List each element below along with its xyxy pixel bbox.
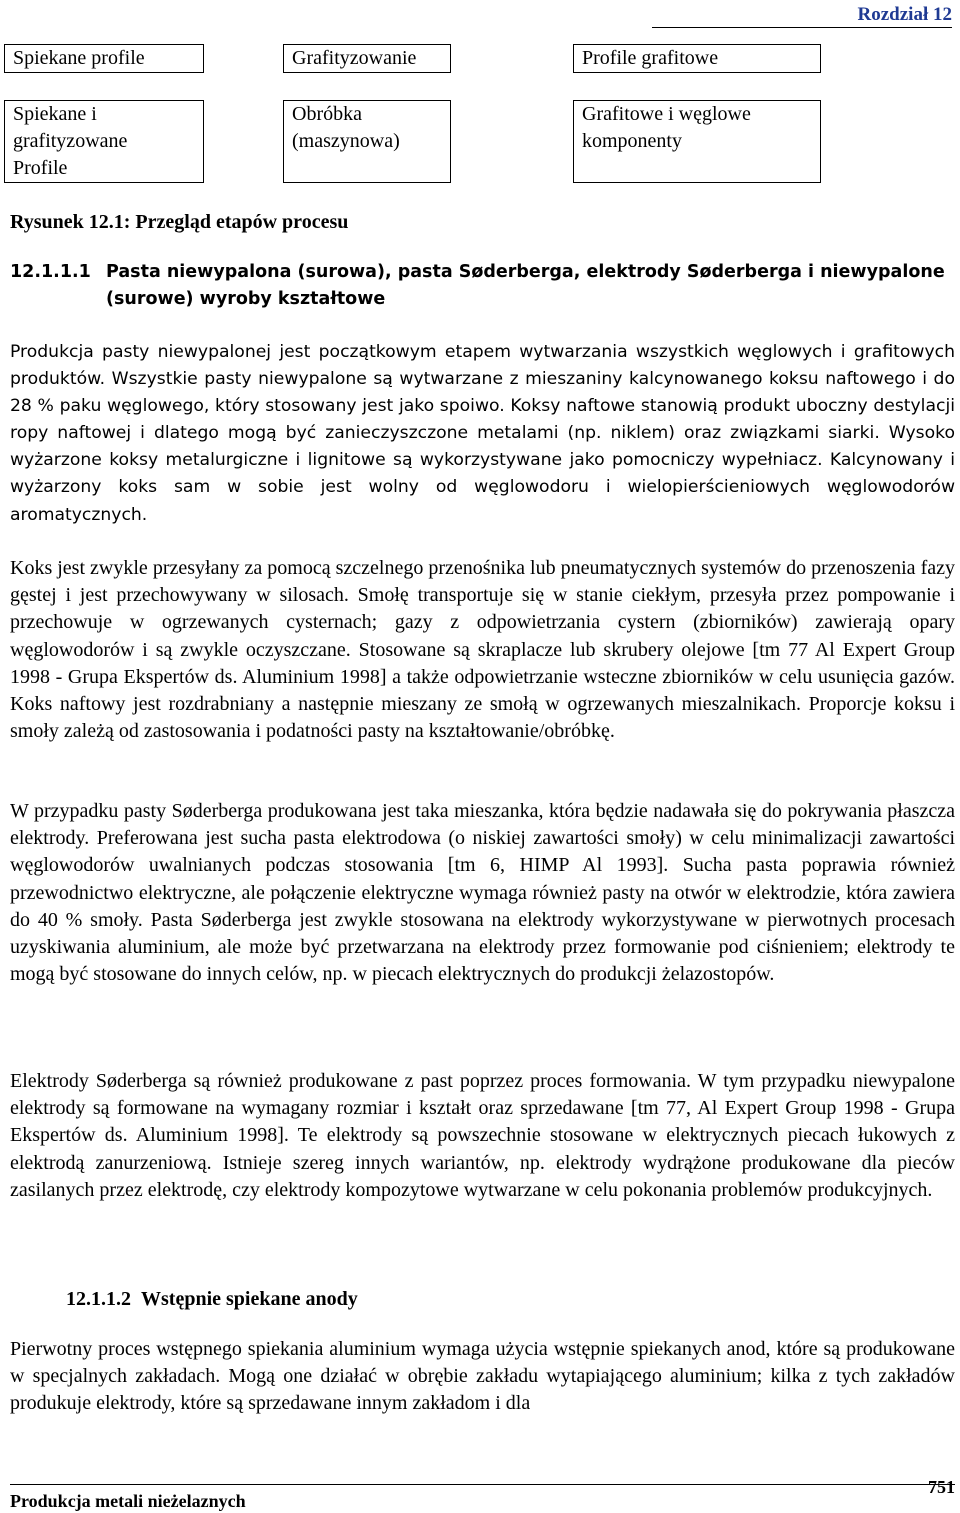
subsection-heading [66,1286,358,1313]
diagram-box-machining [283,100,451,183]
paragraph-soderberg-paste: W przypadku pasty Søderberga produkowana jest taka mieszanka, która będzie nadawała się do pokrywania płaszcza elektrody. Preferowana jest sucha pasta elektrodowa (o niskiej zawartości smoły) w celu minimalizacji zawartości węglowodorów uwalnianych podczas stosowania [tm 6, HIMP Al 1993]. Sucha pasta poprawia również przewodnictwo elektryczne, ale połączenie elektryczne wymaga również pasty na otwór w elektrodzie, która zawiera do 40 % smoły. Pasta Søderberga jest zwykle stosowana na elektrody wykorzystywane w pierwotnych procesach uzyskiwania aluminium, ale może być przetwarzana na elektrody przez formowanie pod ciśnieniem; elektrody te mogą być stosowane do innych celów, np. w piecach elektrycznych do produkcji żelazostopów. [10,800,955,986]
diagram-box-label: Spiekane i [13,103,97,125]
paragraph-prebaked-anodes: Pierwotny proces wstępnego spiekania aluminium wymaga użycia wstępnie spiekanych anod, które są produkowane w specjalnych zakładach. Mogą one działać w obrębie zakładu wytapiającego aluminium; kilka z tych zakładów produkuje elektrody, które są sprzedawane innym zakładom i dla [10,1338,955,1415]
paragraph-paste-production: Produkcja pasty niewypalonej jest początkowym etapem wytwarzania wszystkich węglowych i grafitowych produktów. Wszystkie pasty niewypalone są wytwarzane z mieszaniny kalcynowanego koksu naftowego i do 28 % paku węglowego, który stosowany jest jako spoiwo. Koksy naftowe stanowią produkt uboczny destylacji ropy naftowej i dlatego mogą być zanieczyszczone metalami (np. niklem) oraz związkami siarki. Wysoko wyżarzone koksy metalurgiczne i lignitowe są wykorzystywane jako pomocniczy wypełniacz. Kalcynowany i wyżarzony koks sam w sobie jest wolny od węglowodoru i wielopierścieniowych węglowodorów aromatycznych. [10,342,955,525]
diagram-box-label: Obróbka [292,103,362,125]
page-number: 751 [928,1477,955,1497]
diagram-box-label: grafityzowane [13,130,128,152]
section-title: Pasta niewypalona (surowa), pasta Søderberga, elektrody Søderberga i niewypalone (surowe) wyroby kształtowe [106,262,945,309]
diagram-box-label: komponenty [582,130,682,152]
diagram-box-graphitization [283,44,451,73]
diagram-box-graphite-carbon-components [573,100,821,183]
diagram-box-label: Spiekane profile [13,47,145,69]
diagram-box-graphite-profiles [573,44,821,73]
diagram-box-label: (maszynowa) [292,130,400,152]
chapter-header: Rozdział 12 [652,2,952,28]
section-number: 12.1.1.1 [10,262,91,282]
diagram-box-label: Profile [13,157,68,179]
subsection-number: 12.1.1.2 [66,1288,131,1310]
diagram-box-label: Grafitowe i węglowe [582,103,751,125]
footer-title: Produkcja metali nieżelaznych [10,1491,246,1511]
section-heading [10,259,955,313]
figure-caption: Rysunek 12.1: Przegląd etapów procesu [10,211,349,233]
diagram-box-label: Grafityzowanie [292,47,417,69]
diagram-box-sintered-profiles [4,44,204,73]
paragraph-coke-transport: Koks jest zwykle przesyłany za pomocą szczelnego przenośnika lub pneumatycznych systemów do przenoszenia fazy gęstej i jest przechowywany w silosach. Smołę transportuje się w stanie ciekłym, przesyła przez pompowanie i przechowuje w ogrzewanych cysternach; gazy z odpowietrzania cystern (zbiorników) zawierają opary węglowodorów i są zwykle oczyszczane. Stosowane są skraplacze lub skrubery olejowe [tm 77 Al Expert Group 1998 - Grupa Ekspertów ds. Aluminium 1998] a także odpowietrzanie wsteczne zbiorników w celu usunięcia gazów. Koks naftowy jest rozdrabniany a następnie mieszany ze smołą w ogrzewanych mieszalnikach. Proporcje koksu i smoły zależą od zastosowania i podatności pasty na kształtowanie/obróbkę. [10,557,955,743]
page-footer [10,1477,955,1511]
diagram-box-label: Profile grafitowe [582,47,719,69]
paragraph-soderberg-electrodes: Elektrody Søderberga są również produkowane z past poprzez proces formowania. W tym przypadku niewypalone elektrody są formowane na wymagany rozmiar i kształt oraz sprzedawane [tm 77, Al Expert Group 1998 - Grupa Ekspertów ds. Aluminium 1998]. Te elektrody są powszechnie stosowane w elektrycznych piecach łukowych z elektrodą zanurzeniową. Istnieje szereg innych wariantów, np. elektrody wydrążone produkowane dla pieców zasilanych przez elektrodę, czy elektrody kompozytowe wytwarzane w celu pokonania problemów produkcyjnych. [10,1070,955,1201]
diagram-box-sintered-graphitized-profiles [4,100,204,183]
subsection-title: Wstępnie spiekane anody [141,1288,358,1310]
